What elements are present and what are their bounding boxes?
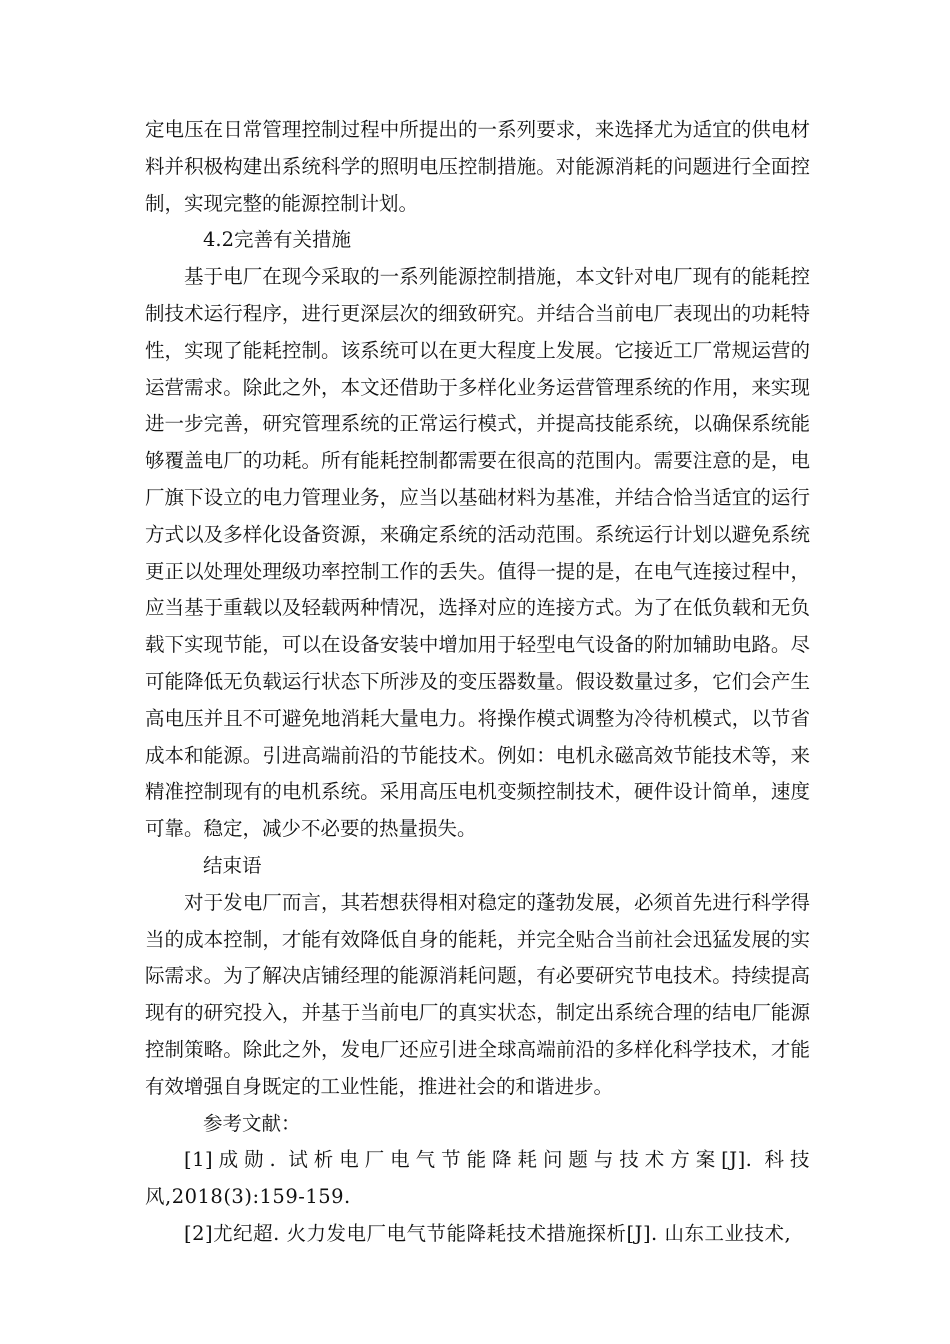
document-body — [145, 112, 810, 1253]
section-4-2-paragraph: 基于电厂在现今采取的一系列能源控制措施，本文针对电厂现有的能耗控制技术运行程序，进行更深层次的细致研究。并结合当前电厂表现出的功耗特性，实现了能耗控制。该系统可以在更大程度上发展。它接近工厂常规运营的运营需求。除此之外，本文还借助于多样化业务运营管理系统的作用，来实现进一步完善，研究管理系统的正常运行模式，并提高技能系统，以确保系统能够覆盖电厂的功耗。所有能耗控制都需要在很高的范围内。需要注意的是，电厂旗下设立的电力管理业务，应当以基础材料为基准，并结合恰当适宜的运行方式以及多样化设备资源，来确定系统的活动范围。系统运行计划以避免系统更正以处理处理级功率控制工作的丢失。值得一提的是，在电气连接过程中，应当基于重载以及轻载两种情况，选择对应的连接方式。为了在低负载和无负载下实现节能，可以在设备安装中增加用于轻型电气设备的附加辅助电路。尽可能降低无负载运行状态下所涉及的变压器数量。假设数量过多，它们会产生高电压并且不可避免地消耗大量电力。将操作模式调整为冷待机模式，以节省成本和能源。引进高端前沿的节能技术。例如：电机永磁高效节能技术等，来精准控制现有的电机系统。采用高压电机变频控制技术，硬件设计简单，速度可靠。稳定，减少不必要的热量损失。 — [145, 265, 810, 841]
reference-item-1: [1]成勋. 试析电厂电气节能降耗问题与技术方案[J]. 科技风,2018(3):159-159. — [145, 1148, 810, 1209]
section-heading-4-2: 4.2完善有关措施 — [203, 228, 352, 252]
paragraph-continuation: 定电压在日常管理控制过程中所提出的一系列要求，来选择尤为适宜的供电材料并积极构建出系统科学的照明电压控制措施。对能源消耗的问题进行全面控制，实现完整的能源控制计划。 — [145, 118, 810, 215]
conclusion-paragraph: 对于发电厂而言，其若想获得相对稳定的蓬勃发展，必须首先进行科学得当的成本控制，才能有效降低自身的能耗，并完全贴合当前社会迅猛发展的实际需求。为了解决店铺经理的能源消耗问题，有必要研究节电技术。持续提高现有的研究投入，并基于当前电厂的真实状态，制定出系统合理的结电厂能源控制策略。除此之外，发电厂还应引进全球高端前沿的多样化科学技术，才能有效增强自身既定的工业性能，推进社会的和谐进步。 — [145, 890, 810, 1098]
conclusion-heading: 结束语 — [203, 853, 262, 877]
references-heading: 参考文献： — [203, 1111, 301, 1135]
reference-item-2: [2]尤纪超. 火力发电厂电气节能降耗技术措施探析[J]. 山东工业技术, — [184, 1221, 792, 1245]
